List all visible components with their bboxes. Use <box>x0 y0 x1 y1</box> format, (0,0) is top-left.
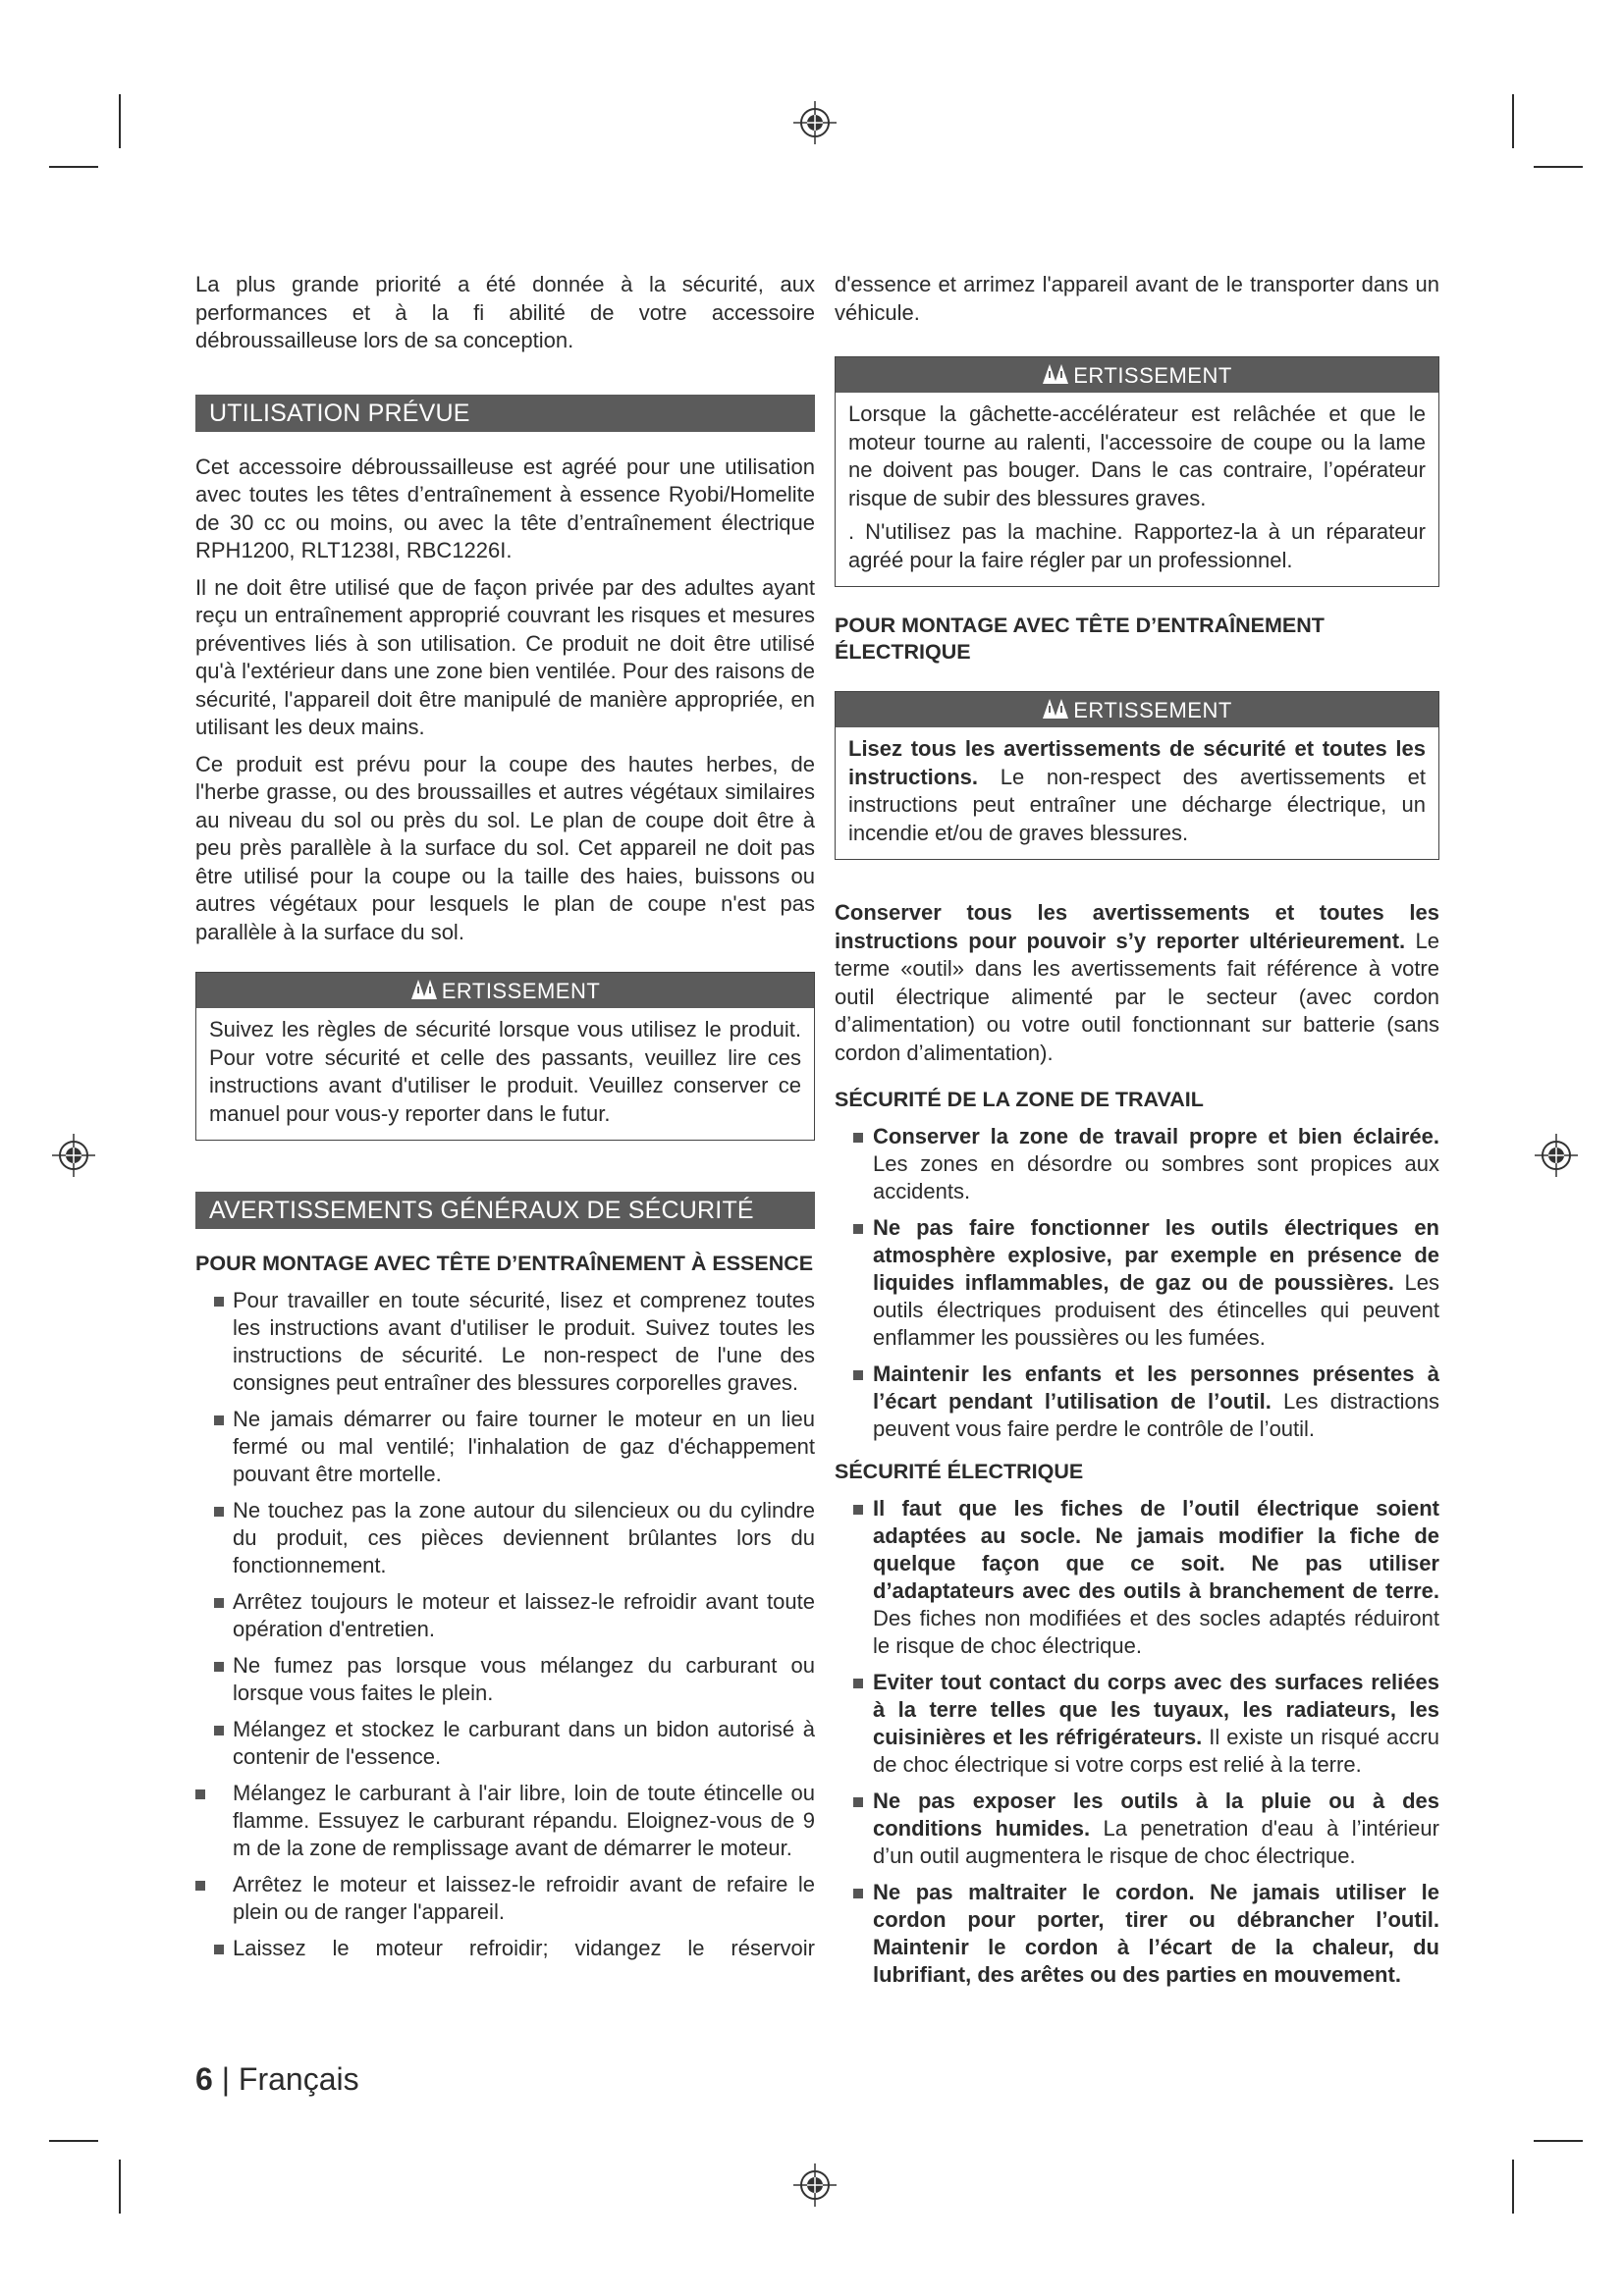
warning-box <box>195 972 815 1141</box>
conserver-paragraph: Conserver tous les avertissements et toutes les instructions pour pouvoir s’y reporter ultérieurement. Le terme «outil» dans les avertissements fait référence à votre outil électrique alimenté par le secteur (avec cordon d’alimentation) ou votre outil fonctionnant sur batterie (sans cordon d’alimentation). <box>835 900 1439 1065</box>
subhead-essence: POUR MONTAGE AVEC TÊTE D’ENTRAÎNEMENT À ESSENCE <box>195 1252 814 1275</box>
warning-title: ERTISSEMENT <box>1073 698 1232 722</box>
continued-paragraph: d'essence et arrimez l'appareil avant de le transporter dans un véhicule. <box>835 272 1439 325</box>
list-item: Ne pas maltraiter le cordon. Ne jamais utiliser le cordon pour porter, tirer ou débrancher l’outil. Maintenir le cordon à l’écart de la chaleur, du lubrifiant, des arêtes ou des parties en mouvement. <box>835 1879 1439 1989</box>
right-column <box>835 271 1439 1998</box>
crop-mark <box>1534 166 1583 168</box>
crop-mark <box>49 166 98 168</box>
warning-text: Lisez tous les avertissements de sécurité et toutes les instructions. Le non-respect des avertissements et instructions peut entraîner une décharge électrique, un incendie et/ou de graves blessures. <box>848 736 1426 845</box>
warning-triangle-icon <box>410 978 440 1001</box>
crop-mark <box>1534 2140 1583 2142</box>
intro-paragraph: La plus grande priorité a été donnée à la sécurité, aux performances et à la fi abilité de votre accessoire débroussailleuse lors de sa conception. <box>195 272 815 352</box>
registration-mark-icon <box>793 2163 837 2207</box>
page-footer <box>195 2061 359 2098</box>
list-item: Ne touchez pas la zone autour du silencieux ou du cylindre du produit, ces pièces deviennent brûlantes lors du fonctionnement. <box>195 1497 815 1579</box>
footer-separator: | <box>221 2061 230 2097</box>
essence-list-outdented <box>195 1780 815 1926</box>
electrique-list <box>835 1495 1439 1989</box>
crop-mark <box>119 2160 121 2214</box>
essence-list-last <box>195 1935 815 1962</box>
crop-mark <box>1512 2160 1514 2214</box>
warning-header <box>196 973 814 1008</box>
section-title-general: AVERTISSEMENTS GÉNÉRAUX DE SÉCURITÉ <box>195 1192 815 1229</box>
registration-mark-icon <box>1535 1134 1578 1177</box>
warning-triangle-icon <box>1042 697 1071 721</box>
subhead-electrique-securite: SÉCURITÉ ÉLECTRIQUE <box>835 1460 1084 1483</box>
list-item: Mélangez le carburant à l'air libre, loin de toute étincelle ou flamme. Essuyez le carburant répandu. Eloignez-vous de 9 m de la zone de remplissage avant de démarrer le moteur. <box>195 1780 815 1862</box>
list-item: Laissez le moteur refroidir; vidangez le réservoir <box>195 1935 815 1962</box>
crop-mark <box>119 94 121 148</box>
list-item: Maintenir les enfants et les personnes présentes à l’écart pendant l’utilisation de l’outil. Les distractions peuvent vous faire perdre le contrôle de l’outil. <box>835 1361 1439 1443</box>
left-column <box>195 271 815 1971</box>
utilisation-paragraph: Ce produit est prévu pour la coupe des hautes herbes, de l'herbe grasse, ou des broussailles et autres végétaux similaires au niveau du sol ou près du sol. Le plan de coupe doit être à peu près parallèle à la surface du sol. Cet appareil ne doit pas être utilisé pour la coupe ou la taille des haies, buissons ou autres végétaux pour lesquels le plan de coupe n'est pas parallèle à la surface du sol. <box>195 751 815 944</box>
warning-text: Lorsque la gâchette-accélérateur est relâchée et que le moteur tourne au ralenti, l'accessoire de coupe ou la lame ne doivent pas bouger. Dans le cas contraire, l’opérateur risque de subir des blessures graves. <box>848 401 1426 510</box>
utilisation-paragraph: Il ne doit être utilisé que de façon privée par des adultes ayant reçu un entraînement approprié couvrant les risques et mesures préventives liés à son utilisation. Ce produit ne doit être utilisé qu'à l'extérieur dans une zone bien ventilée. Pour des raisons de sécurité, l'appareil doit être manipulé de manière appropriée, en utilisant les deux mains. <box>195 574 815 739</box>
section-title-utilisation: UTILISATION PRÉVUE <box>195 395 815 432</box>
crop-mark <box>1512 94 1514 148</box>
list-item: Arrêtez le moteur et laissez-le refroidir avant de refaire le plein ou de ranger l'appareil. <box>195 1871 815 1926</box>
warning-text: Suivez les règles de sécurité lorsque vous utilisez le produit. Pour votre sécurité et celle des passants, veuillez lire ces instructions avant d'utiliser le produit. Veuillez conserver ce manuel pour vous-y reporter dans le futur. <box>209 1017 801 1126</box>
warning-triangle-icon <box>1042 362 1071 386</box>
warning-title: ERTISSEMENT <box>1073 363 1232 388</box>
list-item: Ne fumez pas lorsque vous mélangez du carburant ou lorsque vous faites le plein. <box>195 1652 815 1707</box>
warning-title: ERTISSEMENT <box>441 979 601 1003</box>
list-item: Ne pas faire fonctionner les outils électriques en atmosphère explosive, par exemple en présence de liquides inflammables, de gaz ou de poussières. Les outils électriques produisent des étincelles qui peuvent enflammer les poussières ou les fumées. <box>835 1214 1439 1352</box>
warning-header <box>836 692 1438 727</box>
list-item: Ne pas exposer les outils à la pluie ou à des conditions humides. La penetration d'eau à l’intérieur d’un outil augmentera le risque de choc électrique. <box>835 1788 1439 1870</box>
subhead-electrique: POUR MONTAGE AVEC TÊTE D’ENTRAÎNEMENT ÉLECTRIQUE <box>835 614 1325 664</box>
essence-list <box>195 1287 815 1771</box>
page-number: 6 <box>195 2061 213 2097</box>
warning-box <box>835 691 1439 860</box>
footer-language: Français <box>238 2061 359 2097</box>
list-item: Ne jamais démarrer ou faire tourner le moteur en un lieu fermé ou mal ventilé; l'inhalation de gaz d'échappement pouvant être mortelle. <box>195 1406 815 1488</box>
utilisation-paragraph: Cet accessoire débroussailleuse est agréé pour une utilisation avec toutes les têtes d’entraînement à essence Ryobi/Homelite de 30 cc ou moins, ou avec la tête d’entraînement électrique RPH1200, RLT1238I, RBC1226I. <box>195 454 815 562</box>
registration-mark-icon <box>793 101 837 144</box>
zone-list <box>835 1123 1439 1443</box>
warning-box <box>835 356 1439 587</box>
list-item: Eviter tout contact du corps avec des surfaces reliées à la terre telles que les tuyaux, les radiateurs, les cuisinières et les réfrigérateurs. Il existe un risqué accru de choc électrique si votre corps est relié à la terre. <box>835 1669 1439 1779</box>
registration-mark-icon <box>52 1134 95 1177</box>
list-item: Il faut que les fiches de l’outil électrique soient adaptées au socle. Ne jamais modifier la fiche de quelque façon que ce soit. Ne pas utiliser d’adaptateurs avec des outils à branchement de terre. Des fiches non modifiées et des socles adaptés réduiront le risque de choc électrique. <box>835 1495 1439 1660</box>
crop-mark <box>49 2140 98 2142</box>
list-item: Mélangez et stockez le carburant dans un bidon autorisé à contenir de l'essence. <box>195 1716 815 1771</box>
warning-text: . N'utilisez pas la machine. Rapportez-la à un réparateur agréé pour la faire régler par un professionnel. <box>848 519 1426 572</box>
subhead-zone-travail: SÉCURITÉ DE LA ZONE DE TRAVAIL <box>835 1088 1204 1111</box>
list-item: Arrêtez toujours le moteur et laissez-le refroidir avant toute opération d'entretien. <box>195 1588 815 1643</box>
list-item: Pour travailler en toute sécurité, lisez et comprenez toutes les instructions avant d'utiliser le produit. Suivez toutes les instructions de sécurité. Le non-respect de l'une des consignes peut entraîner des blessures corporelles graves. <box>195 1287 815 1397</box>
list-item: Conserver la zone de travail propre et bien éclairée. Les zones en désordre ou sombres sont propices aux accidents. <box>835 1123 1439 1205</box>
warning-header <box>836 357 1438 393</box>
